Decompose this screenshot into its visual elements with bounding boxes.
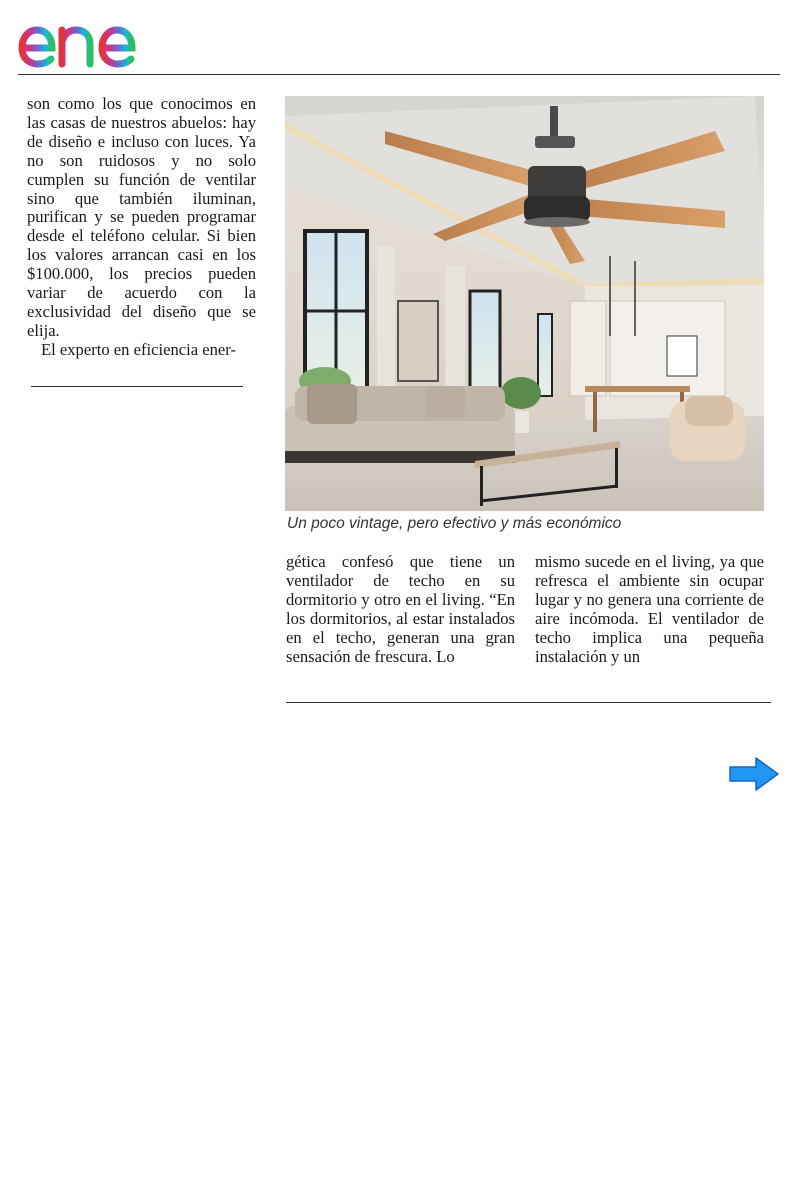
article-paragraph: son como los que conocimos en las casas de nuestros abuelos: hay de diseño e incluso con luces. Ya no son ruidosos y no solo cumplen su función de ventilar sino que también iluminan, purifican y se pueden programar desde el teléfono celular. Si bien los valores arrancan casi en los $100.000, los precios pueden variar de acuerdo con la exclusividad del diseño que se elija. [27,94,256,340]
column-divider [31,386,243,387]
photo-caption: Un poco vintage, pero efectivo y más económico [287,515,622,532]
arrow-right-icon[interactable] [728,756,780,792]
article-paragraph: El experto en eficiencia ener- [41,339,236,359]
article-right-column [535,553,764,666]
column-divider [286,702,771,703]
article-middle-column [286,553,515,666]
article-paragraph: mismo sucede en el living, ya que refresca el ambiente sin ocupar lugar y no genera una corriente de aire incómoda. El ventilador de techo implica una pequeña instalación y un [535,552,764,666]
ceiling-fan-living-room-photo [285,96,764,511]
header-divider [18,74,780,75]
article-left-column [27,95,256,360]
article-paragraph: gética confesó que tiene un ventilador de techo en su dormitorio y otro en el living. “En los dormitorios, al estar instalados en el techo, generan una gran sensación de frescura. Lo [286,552,515,666]
enel-logo [18,8,170,68]
